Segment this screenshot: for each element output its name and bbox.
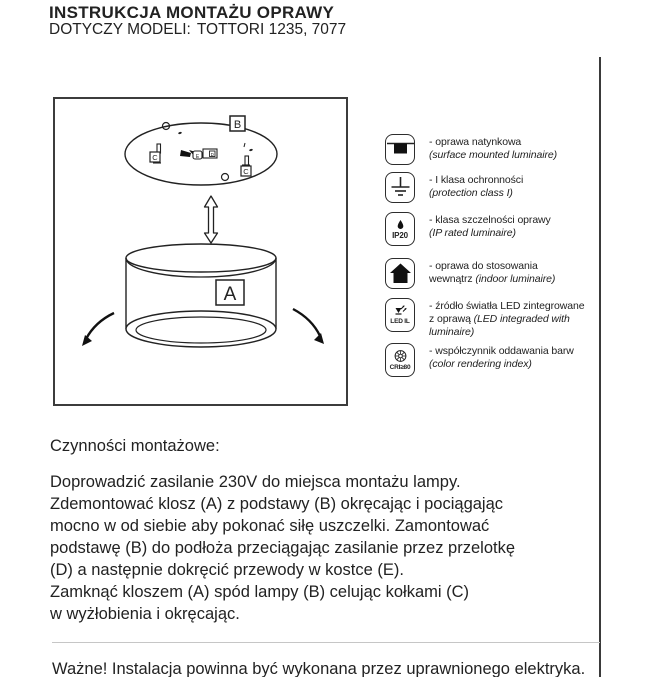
legend-line: - źródło światła LED zintegrowane	[429, 300, 585, 312]
earth-ground-glyph	[387, 175, 414, 201]
legend-text	[429, 212, 551, 240]
shade-top-rim	[126, 244, 276, 272]
subtitle-models: TOTTORI 1235, 7077	[196, 21, 347, 38]
led-source-icon	[385, 298, 415, 332]
cri-badge: CRI≥80	[389, 364, 411, 371]
legend-item-indoor-use	[385, 258, 555, 289]
legend-line: wewnątrz	[429, 273, 476, 285]
legend-line-italic: (protection class I)	[429, 187, 513, 199]
mounting-direction-arrow	[205, 196, 218, 243]
legend-text	[429, 343, 574, 371]
surface-mounted-icon	[385, 134, 415, 165]
legend-line: - klasa szczelności oprawy	[429, 214, 551, 226]
page-subtitle	[49, 21, 346, 39]
legend-text	[429, 134, 557, 162]
instruction-line: w wyżłobienia i okręcając.	[50, 605, 240, 623]
legend-line: - oprawa do stosowania	[429, 260, 538, 272]
legend-line: - oprawa natynkowa	[429, 136, 522, 148]
legend-item-ip-rating	[385, 212, 551, 246]
legend-line-italic: (surface mounted luminaire)	[429, 149, 558, 161]
instruction-line: mocno w od siebie aby pokonać siłę uszczelki. Zamontować	[50, 517, 490, 535]
label-c: C	[152, 153, 158, 162]
dowel-pin	[245, 156, 249, 165]
label-a: A	[223, 284, 237, 305]
instruction-line: Doprowadzić zasilanie 230V do miejsca montażu lampy.	[50, 473, 461, 491]
droplet-glyph	[387, 219, 414, 231]
label-b: B	[233, 119, 242, 131]
assembly-diagram	[53, 97, 348, 406]
instruction-line: Zdemontować klosz (A) z podstawy (B) okręcając i pociągając	[50, 495, 504, 513]
warning-text: Ważne! Instalacja powinna być wykonana przez uprawnionego elektryka.	[52, 660, 586, 677]
legend-item-led-source	[385, 298, 584, 339]
legend-line-italic: (indoor luminaire)	[475, 273, 556, 285]
cri-icon	[385, 343, 415, 377]
instruction-line: (D) a następnie dokręcić przewody w kostce (E).	[50, 561, 404, 579]
footer-divider	[52, 642, 600, 643]
legend-item-protection-class	[385, 172, 523, 203]
legend-line: - I klasa ochronności	[429, 174, 524, 186]
ip-rating-badge: IP20	[392, 230, 408, 240]
page-title: INSTRUKCJA MONTAŻU OPRAWY	[49, 3, 335, 22]
legend-line-italic: (IP rated luminaire)	[429, 227, 516, 239]
ip-rating-icon	[385, 212, 415, 246]
assembly-steps-text	[50, 471, 515, 625]
instruction-line: Zamknąć kloszem (A) spód lampy (B) celując kołkami (C)	[50, 583, 470, 601]
subtitle-label: DOTYCZY MODELI:	[49, 21, 191, 38]
page-right-border	[599, 57, 601, 677]
legend-line: z oprawą	[429, 313, 474, 325]
legend-line-italic: (color rendering index)	[429, 358, 532, 370]
label-d: D	[210, 151, 214, 157]
protection-class-icon	[385, 172, 415, 203]
cri-sphere-glyph	[387, 349, 414, 363]
instruction-line: podstawę (B) do podłoża przeciągając zasilanie przez przelotkę	[50, 539, 516, 557]
legend-item-surface-mounted	[385, 134, 557, 165]
legend-text	[429, 172, 523, 200]
label-e: E	[195, 154, 200, 160]
legend-text	[429, 298, 584, 339]
legend-line-italic: luminaire)	[429, 326, 475, 338]
surface-mounted-glyph	[387, 138, 414, 162]
rotate-arrow-right	[293, 309, 320, 336]
legend-item-cri	[385, 343, 574, 377]
label-c: C	[243, 167, 249, 176]
legend-line: - współczynnik oddawania barw	[429, 345, 574, 357]
legend-line-italic: (LED integraded with	[473, 313, 570, 325]
house-glyph	[387, 261, 414, 287]
rotate-arrow-left	[86, 313, 114, 339]
legend-text	[429, 258, 555, 286]
indoor-use-icon	[385, 258, 415, 289]
led-source-badge: LED IL	[390, 318, 410, 325]
led-diode-glyph	[387, 305, 414, 317]
assembly-steps-heading: Czynności montażowe:	[50, 437, 220, 455]
